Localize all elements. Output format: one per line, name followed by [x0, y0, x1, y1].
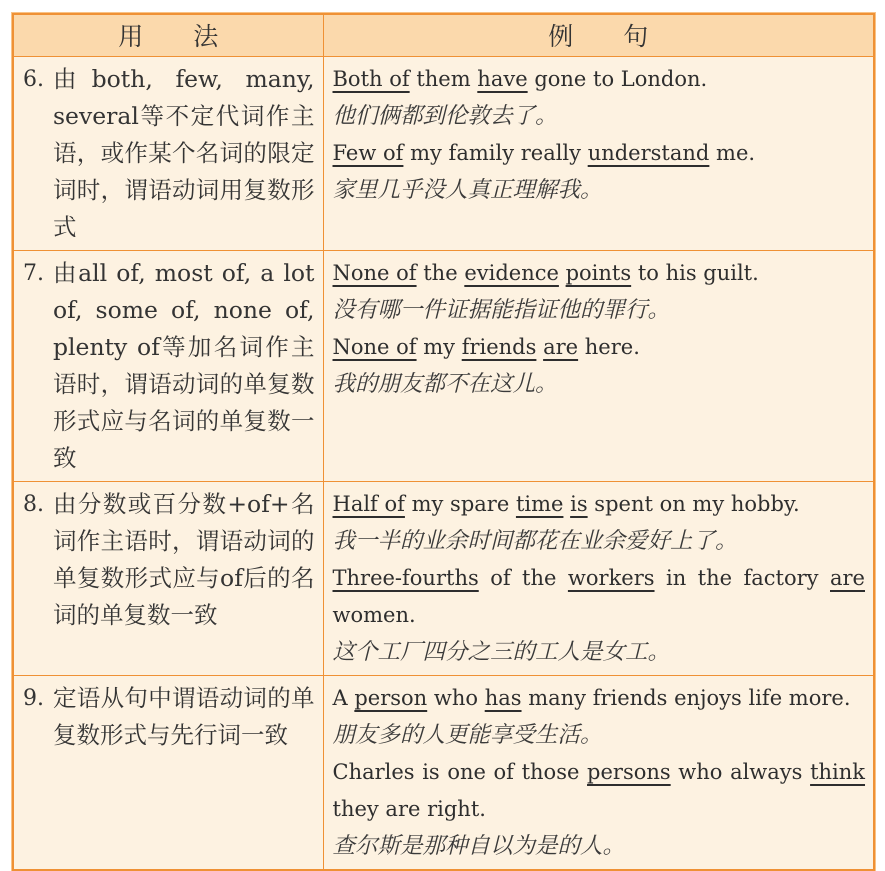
example-translation: 查尔斯是那种自以为是的人。: [332, 832, 626, 859]
example-translation: 我一半的业余时间都花在业余爱好上了。: [332, 527, 738, 554]
example-sentence: [333, 135, 866, 172]
underlined-term: Three-fourths: [332, 565, 479, 590]
sentence-text: them: [409, 66, 478, 91]
sentence-text: [559, 261, 566, 285]
sentence-text: my family really: [403, 140, 588, 165]
sentence-text: the: [416, 260, 465, 285]
underlined-term: have: [477, 66, 528, 91]
sentence-text: of the: [478, 565, 568, 590]
usage-text: 由all of, most of, a lot of, some of, none of, plenty of等加名词作主语时，谓语动词的单复数形式应与名词的单复数一致: [53, 258, 315, 472]
sentence-text: here.: [578, 334, 640, 359]
underlined-term: time: [515, 491, 564, 516]
underlined-term: is: [570, 491, 588, 516]
example-sentence: [333, 560, 866, 634]
usage-text: 由both, few, many, several等不定代词作主语，或作某个名词的限定词时，谓语动词用复数形式: [53, 64, 315, 241]
usage-text: 由分数或百分数+of+名词作主语时，谓语动词的单复数形式应与of后的名词的单复数一致: [53, 489, 315, 629]
example-translation: 家里几乎没人真正理解我。: [332, 176, 603, 203]
example-sentence: [333, 754, 866, 828]
row-number: 9.: [23, 685, 44, 711]
example-sentence: [333, 680, 866, 717]
usage-text: 定语从句中谓语动词的单复数形式与先行词一致: [53, 683, 315, 749]
example-translation: 他们俩都到伦敦去了。: [332, 102, 558, 129]
sentence-text: to his guilt.: [631, 260, 759, 285]
underlined-term: points: [565, 260, 632, 285]
sentence-text: women.: [332, 602, 416, 627]
grammar-table: [12, 13, 875, 871]
underlined-term: None of: [332, 334, 417, 359]
underlined-term: are: [830, 565, 865, 590]
usage-cell: [13, 481, 323, 675]
usage-cell: [13, 675, 323, 870]
sentence-text: who: [427, 685, 485, 710]
underlined-term: understand: [587, 140, 710, 165]
underlined-term: evidence: [464, 260, 559, 285]
underlined-term: Half of: [332, 491, 405, 516]
underlined-term: are: [543, 334, 579, 359]
example-cell: [323, 675, 874, 870]
row-number: 8.: [23, 491, 44, 517]
sentence-text: my spare: [404, 491, 516, 516]
sentence-text: spent on my hobby.: [587, 491, 800, 516]
sentence-text: my: [416, 334, 462, 359]
header-row: [13, 14, 874, 56]
table-row: [13, 481, 874, 675]
example-cell: [323, 481, 874, 675]
underlined-term: think: [810, 759, 866, 784]
usage-cell: [13, 250, 323, 481]
sentence-text: in the factory: [654, 565, 830, 590]
header-example-cell: 例 句: [323, 14, 874, 56]
underlined-term: person: [354, 685, 428, 710]
example-sentence: [333, 255, 866, 292]
sentence-text: many friends enjoys life more.: [521, 685, 851, 710]
table-row: [13, 675, 874, 870]
example-cell: [323, 250, 874, 481]
sentence-text: who always: [670, 759, 811, 784]
sentence-text: gone to London.: [527, 66, 708, 91]
example-cell: [323, 56, 874, 250]
header-usage-cell: 用 法: [13, 14, 323, 56]
example-sentence: [333, 61, 866, 98]
example-translation: 我的朋友都不在这儿。: [332, 370, 558, 397]
underlined-term: Both of: [332, 66, 410, 91]
sentence-text: they are right.: [332, 796, 486, 821]
sentence-text: A: [332, 685, 355, 710]
example-translation: 朋友多的人更能享受生活。: [332, 721, 603, 748]
example-translation: 没有哪一件证据能指证他的罪行。: [332, 296, 671, 323]
underlined-term: None of: [332, 260, 417, 285]
table-body: [13, 56, 874, 870]
table-row: [13, 56, 874, 250]
usage-cell: [13, 56, 323, 250]
underlined-term: workers: [567, 565, 655, 590]
sentence-text: Charles is one of those: [332, 759, 588, 784]
table-row: [13, 250, 874, 481]
underlined-term: friends: [461, 334, 537, 359]
underlined-term: Few of: [332, 140, 404, 165]
example-sentence: [333, 486, 866, 523]
row-number: 6.: [23, 66, 44, 92]
underlined-term: persons: [587, 759, 671, 784]
sentence-text: me.: [709, 140, 756, 165]
example-sentence: [333, 329, 866, 366]
example-translation: 这个工厂四分之三的工人是女工。: [332, 638, 671, 665]
underlined-term: has: [484, 685, 522, 710]
row-number: 7.: [23, 260, 44, 286]
